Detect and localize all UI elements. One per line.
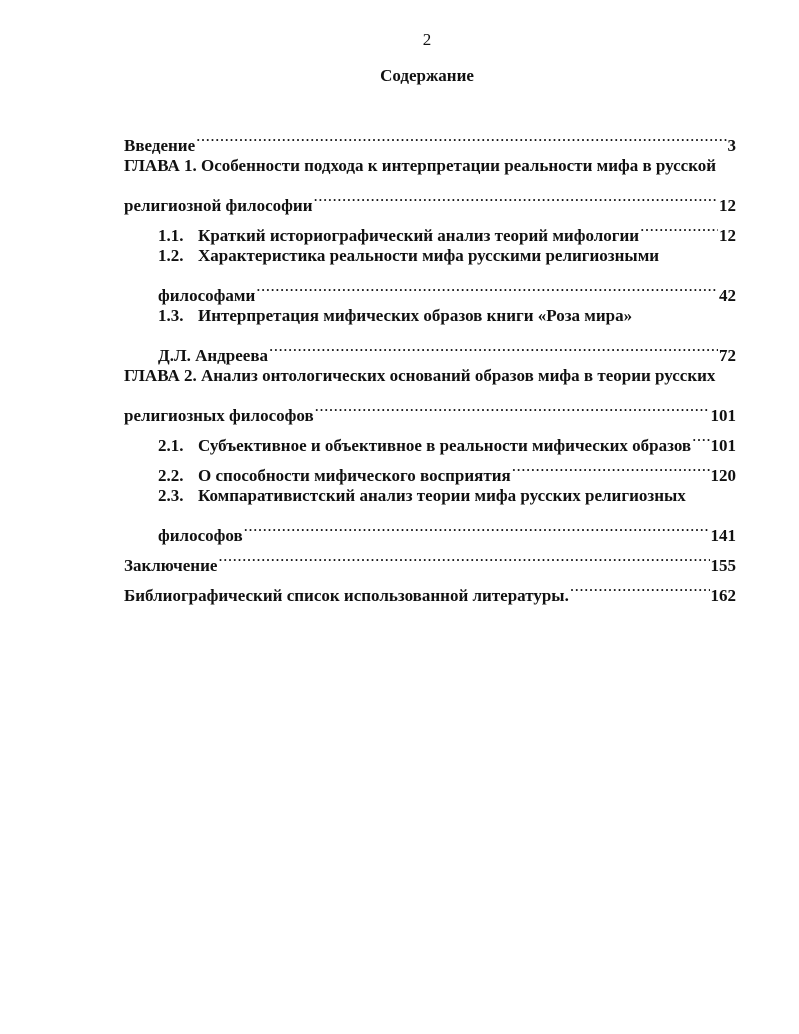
toc-entry-label: Введение bbox=[124, 136, 196, 155]
dot-leader bbox=[256, 271, 718, 301]
dot-leader bbox=[196, 121, 726, 151]
toc-chapter-1-heading[interactable]: ГЛАВА 1. Особенности подхода к интерпретации реальности мифа в русской bbox=[124, 156, 717, 175]
toc-entry-label: Д.Л. Андреева bbox=[158, 346, 269, 365]
toc-entry-label: Компаративистский анализ теории мифа русских религиозных bbox=[198, 486, 686, 505]
toc-chapter-2-heading[interactable]: ГЛАВА 2. Анализ онтологических оснований образов мифа в теории русских bbox=[124, 366, 716, 385]
toc-entry-page: 141 bbox=[710, 526, 736, 545]
toc-entry-intro[interactable] bbox=[124, 121, 736, 155]
toc-title: Содержание bbox=[380, 66, 474, 85]
page-number: 2 bbox=[422, 30, 432, 49]
toc-entry-page: 162 bbox=[710, 586, 736, 605]
toc-entry-label: Библиографический список использованной литературы. bbox=[124, 586, 569, 605]
toc-entry-page: 3 bbox=[727, 136, 736, 155]
toc-entry-label: Краткий историографический анализ теорий мифологии bbox=[198, 226, 640, 245]
toc-entry-page: 120 bbox=[710, 466, 736, 485]
toc-entry-page: 42 bbox=[719, 286, 736, 305]
dot-leader bbox=[640, 211, 718, 241]
dot-leader bbox=[692, 421, 709, 451]
dot-leader bbox=[244, 511, 710, 541]
toc-entry-label: Характеристика реальности мифа русскими религиозными bbox=[198, 246, 660, 265]
toc-entry-label: Интерпретация мифических образов книги «Роза мира» bbox=[198, 306, 633, 325]
toc-entry-chapter-2[interactable] bbox=[124, 391, 736, 425]
toc-entry-page: 101 bbox=[710, 436, 736, 455]
toc-entry-label: Заключение bbox=[124, 556, 218, 575]
toc-entry-section-1-2[interactable] bbox=[124, 271, 736, 305]
section-number: 1.3. bbox=[158, 306, 184, 325]
toc-section-1-3-heading[interactable] bbox=[124, 301, 736, 331]
section-number: 2.1. bbox=[158, 436, 184, 455]
toc-entry-label: философами bbox=[158, 286, 256, 305]
dot-leader bbox=[512, 451, 710, 481]
dot-leader bbox=[570, 571, 710, 601]
toc-section-2-3-heading[interactable] bbox=[124, 481, 736, 511]
dot-leader bbox=[315, 391, 710, 421]
toc-entry-label: Субъективное и объективное в реальности мифических образов bbox=[198, 436, 692, 455]
section-number: 1.1. bbox=[158, 226, 184, 245]
toc-entry-label: религиозной философии bbox=[124, 196, 313, 215]
toc-entry-label: философов bbox=[158, 526, 243, 545]
toc-entry-page: 72 bbox=[719, 346, 736, 365]
toc-entry-label: О способности мифического восприятия bbox=[198, 466, 511, 485]
toc-entry-section-1-3[interactable] bbox=[124, 331, 736, 365]
toc-entry-chapter-1[interactable] bbox=[124, 181, 736, 215]
section-number: 2.2. bbox=[158, 466, 184, 485]
dot-leader bbox=[314, 181, 718, 211]
dot-leader bbox=[218, 541, 709, 571]
toc-entry-page: 155 bbox=[710, 556, 736, 575]
toc-entry-page: 12 bbox=[719, 226, 736, 245]
section-number: 2.3. bbox=[158, 486, 184, 505]
toc-entry-page: 12 bbox=[719, 196, 736, 215]
toc-entry-section-2-3[interactable] bbox=[124, 511, 736, 545]
dot-leader bbox=[269, 331, 718, 361]
table-of-contents bbox=[124, 121, 736, 605]
toc-section-1-2-heading[interactable] bbox=[124, 241, 736, 271]
section-number: 1.2. bbox=[158, 246, 184, 265]
toc-entry-page: 101 bbox=[710, 406, 736, 425]
toc-entry-label: религиозных философов bbox=[124, 406, 314, 425]
